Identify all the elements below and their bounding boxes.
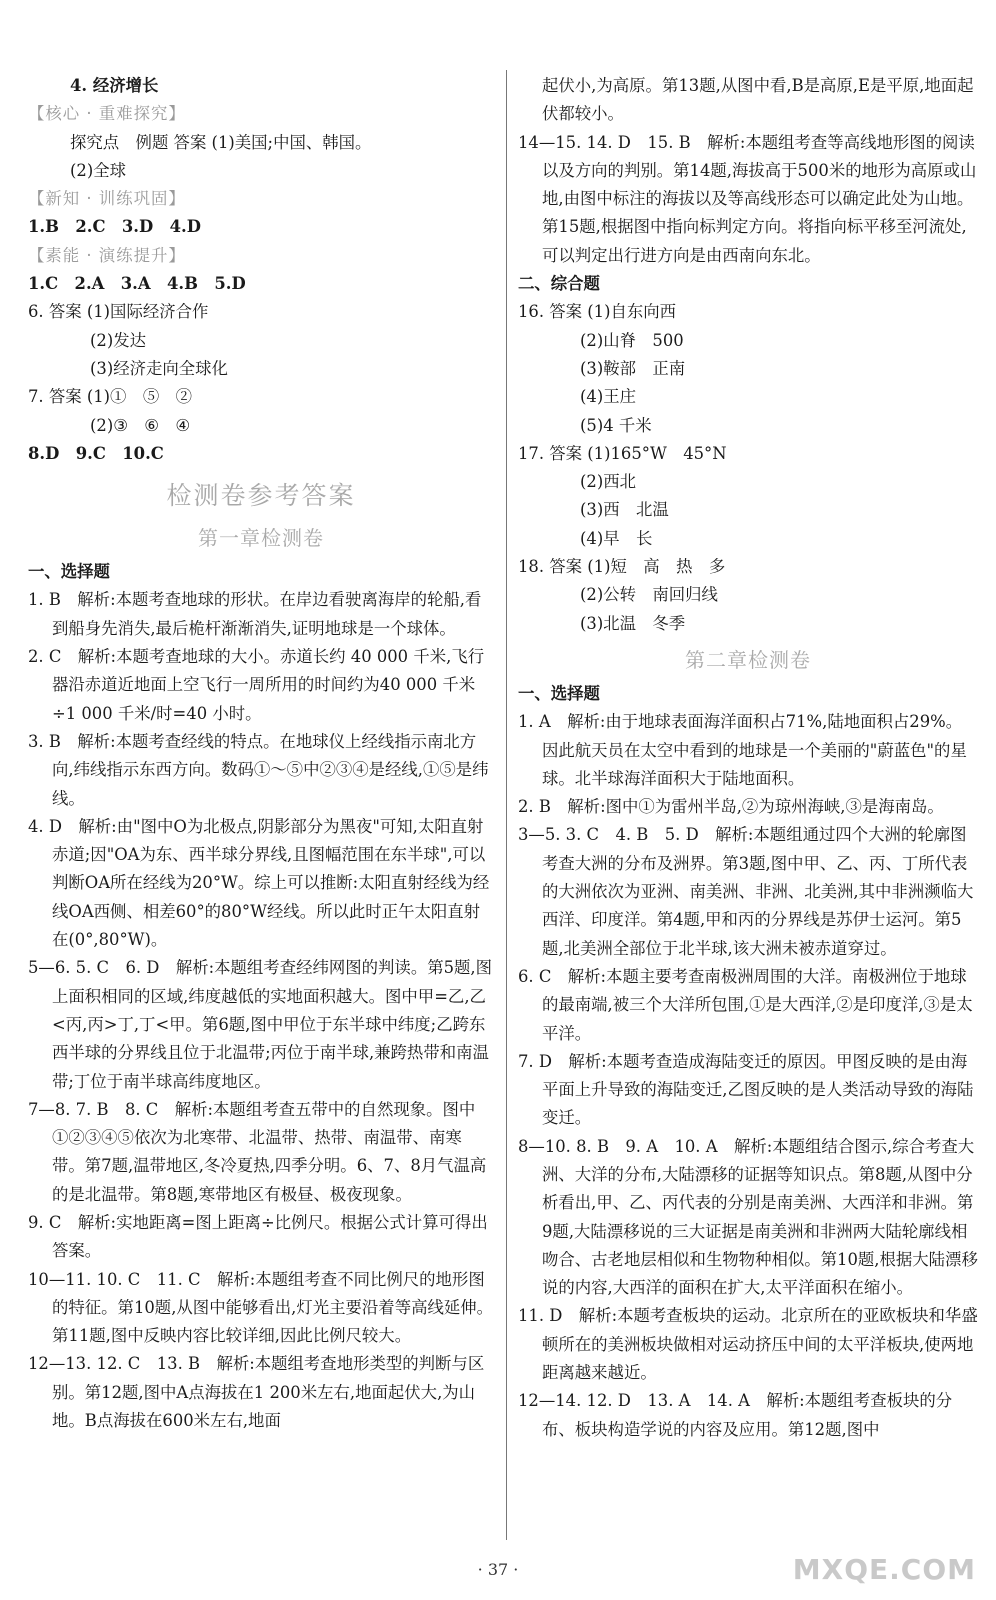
question-explanation: 9. C 解析:实地距离=图上距离÷比例尺。根据公式计算可得出答案。: [28, 1212, 488, 1261]
question-explanation: 1. B 解析:本题考查地球的形状。在岸边看驶离海岸的轮船,看到船身先消失,最后桅杆渐渐消失,证明地球是一个球体。: [28, 590, 482, 638]
question-explanation: 1. A 解析:由于地球表面海洋面积占71%,陆地面积占29%。因此航天员在太空中看到的地球是一个美丽的"蔚蓝色"的星球。北半球海洋面积大于陆地面积。: [518, 712, 967, 788]
answer-line: (2)西北: [580, 472, 636, 492]
answer-line: 7. 答案 (1)① ⑤ ②: [28, 387, 193, 407]
question-explanation: 7—8. 7. B 8. C 解析:本题组考查五带中的自然现象。图中①②③④⑤依次为北寒带、北温带、热带、南温带、南寒带。第7题,温带地区,冬冷夏热,四季分明。6、7、8月气温高的是北温带。第8题,寒带地区有极昼、极夜现象。: [28, 1099, 487, 1204]
question-explanation: 8—10. 8. B 9. A 10. A 解析:本题组结合图示,综合考查大洲、大洋的分布,大陆漂移的证据等知识点。第8题,从图中分析看出,甲、乙、丙代表的分别是南美洲、大西洋和非洲。第9题,大陆漂移说的三大证据是南美洲和非洲两大陆轮廓线相吻合、古老地层相似和生物物种相似。第10题,根据大陆漂移说的内容,大西洋的面积在扩大,太平洋面积在缩小。: [518, 1136, 978, 1298]
answer-line: (2)③ ⑥ ④: [90, 415, 191, 435]
answer-line: 1.B 2.C 3.D 4.D: [28, 217, 201, 237]
answer-line: (2)山脊 500: [580, 330, 684, 350]
answer-line: 8.D 9.C 10.C: [28, 443, 164, 463]
answer-line: (4)王庄: [580, 387, 636, 407]
right-column: [518, 72, 978, 1444]
answer-line: (3)经济走向全球化: [90, 358, 228, 378]
section-heading-comprehensive: 二、综合题: [518, 274, 600, 294]
chapter2-title: 第二章检测卷: [685, 647, 811, 672]
watermark-logo: MXQE.COM: [792, 1553, 976, 1586]
question-explanation-continued: 起伏小,为高原。第13题,从图中看,B是高原,E是平原,地面起伏都较小。: [542, 76, 974, 124]
answer-line: 1.C 2.A 3.A 4.B 5.D: [28, 274, 246, 294]
answer-line: (3)北温 冬季: [580, 613, 686, 633]
answer-line: (4)早 长: [580, 528, 653, 548]
section-label-new: 【新知 · 训练巩固】: [28, 189, 186, 209]
question-explanation: 4. D 解析:由"图中O为北极点,阴影部分为黑夜"可知,太阳直射赤道;因"OA为东、西半球分界线,且图幅范围在东半球",可以判断OA所在经线为20°W。综上可以推断:太阳直射经线为经线OA西侧、相差60°的80°W经线。所以此时正午太阳直射在(0°,80°W)。: [28, 816, 490, 950]
answer-line: 4. 经济增长: [70, 76, 159, 95]
page-number: · 37 ·: [477, 1560, 519, 1579]
chapter1-title: 第一章检测卷: [198, 526, 324, 551]
question-explanation: 3. B 解析:本题考查经线的特点。在地球仪上经线指示南北方向,纬线指示东西方向。数码①～⑤中②③④是经线,①⑤是纬线。: [28, 731, 489, 808]
question-explanation: 12—14. 12. D 13. A 14. A 解析:本题组考查板块的分布、板块构造学说的内容及应用。第12题,图中: [518, 1391, 953, 1439]
section-title-test-answers: 检测卷参考答案: [166, 481, 356, 511]
answer-line: 18. 答案 (1)短 高 热 多: [518, 557, 726, 577]
question-explanation: 3—5. 3. C 4. B 5. D 解析:本题组通过四个大洲的轮廓图考查大洲的分布及洲界。第3题,图中甲、乙、丙、丁所代表的大洲依次为亚洲、南美洲、非洲、北美洲,其中非洲濒临大西洋、印度洋。第4题,甲和丙的分界线是苏伊士运河。第5题,北美洲全部位于北半球,该大洲未被赤道穿过。: [518, 825, 974, 958]
answer-text: 探究点 例题 答案 (1)美国;中国、韩国。: [70, 132, 372, 152]
answer-line: (2)全球: [70, 160, 126, 180]
question-explanation: 11. D 解析:本题考查板块的运动。北京所在的亚欧板块和华盛顿所在的美洲板块做相对运动挤压中间的太平洋板块,使两地距离越来越近。: [518, 1306, 978, 1383]
section-heading-choice: 一、选择题: [518, 683, 600, 703]
question-explanation: 5—6. 5. C 6. D 解析:本题组考查经纬网图的判读。第5题,图上面积相同的区域,纬度越低的实地面积越大。图中甲=乙,乙<丙,丙>丁,丁<甲。第6题,图中甲位于东半球中纬度;乙跨东西半球的分界线且位于北温带;丙位于南半球,兼跨热带和南温带;丁位于南半球高纬度地区。: [28, 958, 493, 1091]
answer-line: (3)西 北温: [580, 500, 669, 520]
question-explanation: 6. C 解析:本题主要考查南极洲周围的大洋。南极洲位于地球的最南端,被三个大洋所包围,①是大西洋,②是印度洋,③是太平洋。: [518, 966, 973, 1043]
section-label-core: 【核心 · 重难探究】: [28, 104, 186, 124]
answer-line: (2)发达: [90, 330, 146, 350]
answer-line: 16. 答案 (1)自东向西: [518, 302, 677, 322]
section-heading-choice: 一、选择题: [28, 562, 110, 582]
answer-line: (3)鞍部 正南: [580, 358, 686, 378]
left-column: [28, 72, 494, 1435]
answer-line: 6. 答案 (1)国际经济合作: [28, 302, 209, 322]
section-label-skill: 【素能 · 演练提升】: [28, 245, 186, 265]
column-divider: [506, 70, 507, 1540]
question-explanation: 12—13. 12. C 13. B 解析:本题组考查地形类型的判断与区别。第12题,图中A点海拔在1 200米左右,地面起伏大,为山地。B点海拔在600米左右,地面: [28, 1354, 485, 1431]
question-explanation: 7. D 解析:本题考查造成海陆变迁的原因。甲图反映的是由海平面上升导致的海陆变迁,乙图反映的是人类活动导致的海陆变迁。: [518, 1051, 974, 1128]
answer-line: (2)公转 南回归线: [580, 585, 718, 605]
answer-line: 17. 答案 (1)165°W 45°N: [518, 443, 727, 463]
answer-line: [28, 129, 494, 157]
answer-line: (5)4 千米: [580, 415, 652, 435]
question-explanation: 2. C 解析:本题考查地球的大小。赤道长约 40 000 千米,飞行器沿赤道近地面上空飞行一周所用的时间约为40 000 千米÷1 000 千米/时=40 小时。: [28, 647, 485, 723]
question-explanation: 2. B 解析:图中①为雷州半岛,②为琼州海峡,③是海南岛。: [518, 797, 944, 817]
question-explanation: 14—15. 14. D 15. B 解析:本题组考查等高线地形图的阅读以及方向的判别。第14题,海拔高于500米的地形为高原或山地,由图中标注的海拔以及等高线形态可以确定此处为山地。第15题,根据图中指向标判定方向。将指向标平移至河流处,可以判定出行进方向是由西南向东北。: [518, 132, 977, 265]
question-explanation: 10—11. 10. C 11. C 解析:本题组考查不同比例尺的地形图的特征。第10题,从图中能够看出,灯光主要沿着等高线延伸。第11题,图中反映内容比较详细,因此比例尺较大。: [28, 1269, 494, 1346]
